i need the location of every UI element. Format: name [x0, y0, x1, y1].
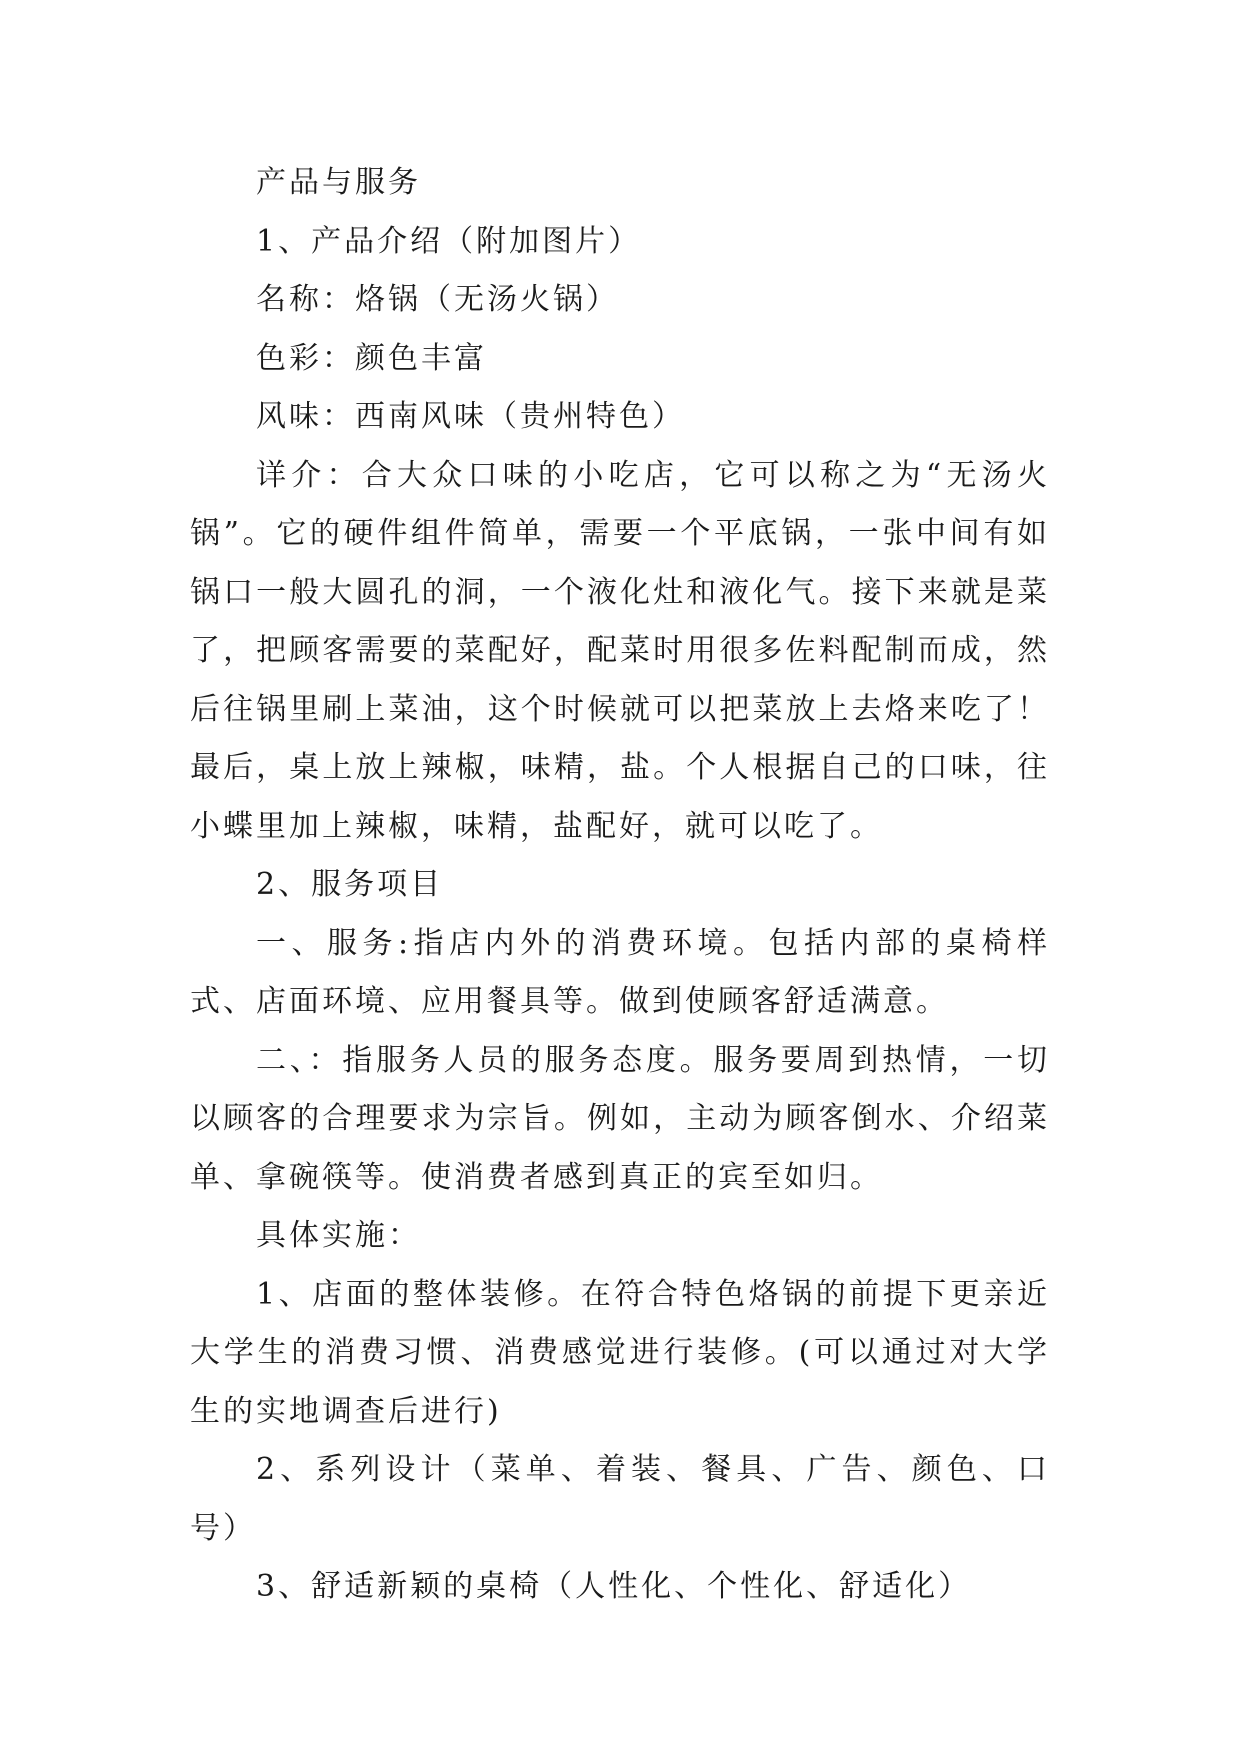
- implementation-heading: 具体实施：: [256, 1218, 421, 1253]
- implementation-item-1: 1、店面的整体装修。在符合特色烙锅的前提下更亲近大学生的消费习惯、消费感觉进行装修。(可以通过对大学生的实地调查后进行): [190, 1276, 1050, 1429]
- service-attitude-paragraph: 二、：指服务人员的服务态度。服务要周到热情，一切以顾客的合理要求为宗旨。例如，主动为顾客倒水、介绍菜单、拿碗筷等。使消费者感到真正的宾至如归。: [190, 1042, 1050, 1195]
- service-items-heading: 2、服务项目: [256, 867, 444, 902]
- product-detail-paragraph: 详介：合大众口味的小吃店，它可以称之为“无汤火锅”。它的硬件组件简单，需要一个平底锅，一张中间有如锅口一般大圆孔的洞，一个液化灶和液化气。接下来就是菜了，把顾客需要的菜配好，配菜时用很多佐料配制而成，然后往锅里刷上菜油，这个时候就可以把菜放上去烙来吃了！最后，桌上放上辣椒，味精，盐。个人根据自己的口味，往小蝶里加上辣椒，味精，盐配好，就可以吃了。: [190, 457, 1050, 844]
- service-environment-paragraph: 一、服务:指店内外的消费环境。包括内部的桌椅样式、店面环境、应用餐具等。做到使顾客舒适满意。: [190, 925, 1050, 1019]
- product-color-line: 色彩：颜色丰富: [256, 340, 487, 376]
- product-name-line: 名称：烙锅（无汤火锅）: [256, 282, 619, 317]
- implementation-item-3: 3、舒适新颖的桌椅（人性化、个性化、舒适化）: [256, 1569, 972, 1604]
- implementation-item-2: 2、系列设计（菜单、着装、餐具、广告、颜色、口号）: [190, 1452, 1050, 1546]
- section-heading: 产品与服务: [256, 165, 421, 200]
- document-body: [190, 154, 1050, 1617]
- product-flavor-line: 风味：西南风味（贵州特色）: [256, 399, 685, 434]
- product-intro-heading: 1、产品介绍（附加图片）: [256, 223, 642, 259]
